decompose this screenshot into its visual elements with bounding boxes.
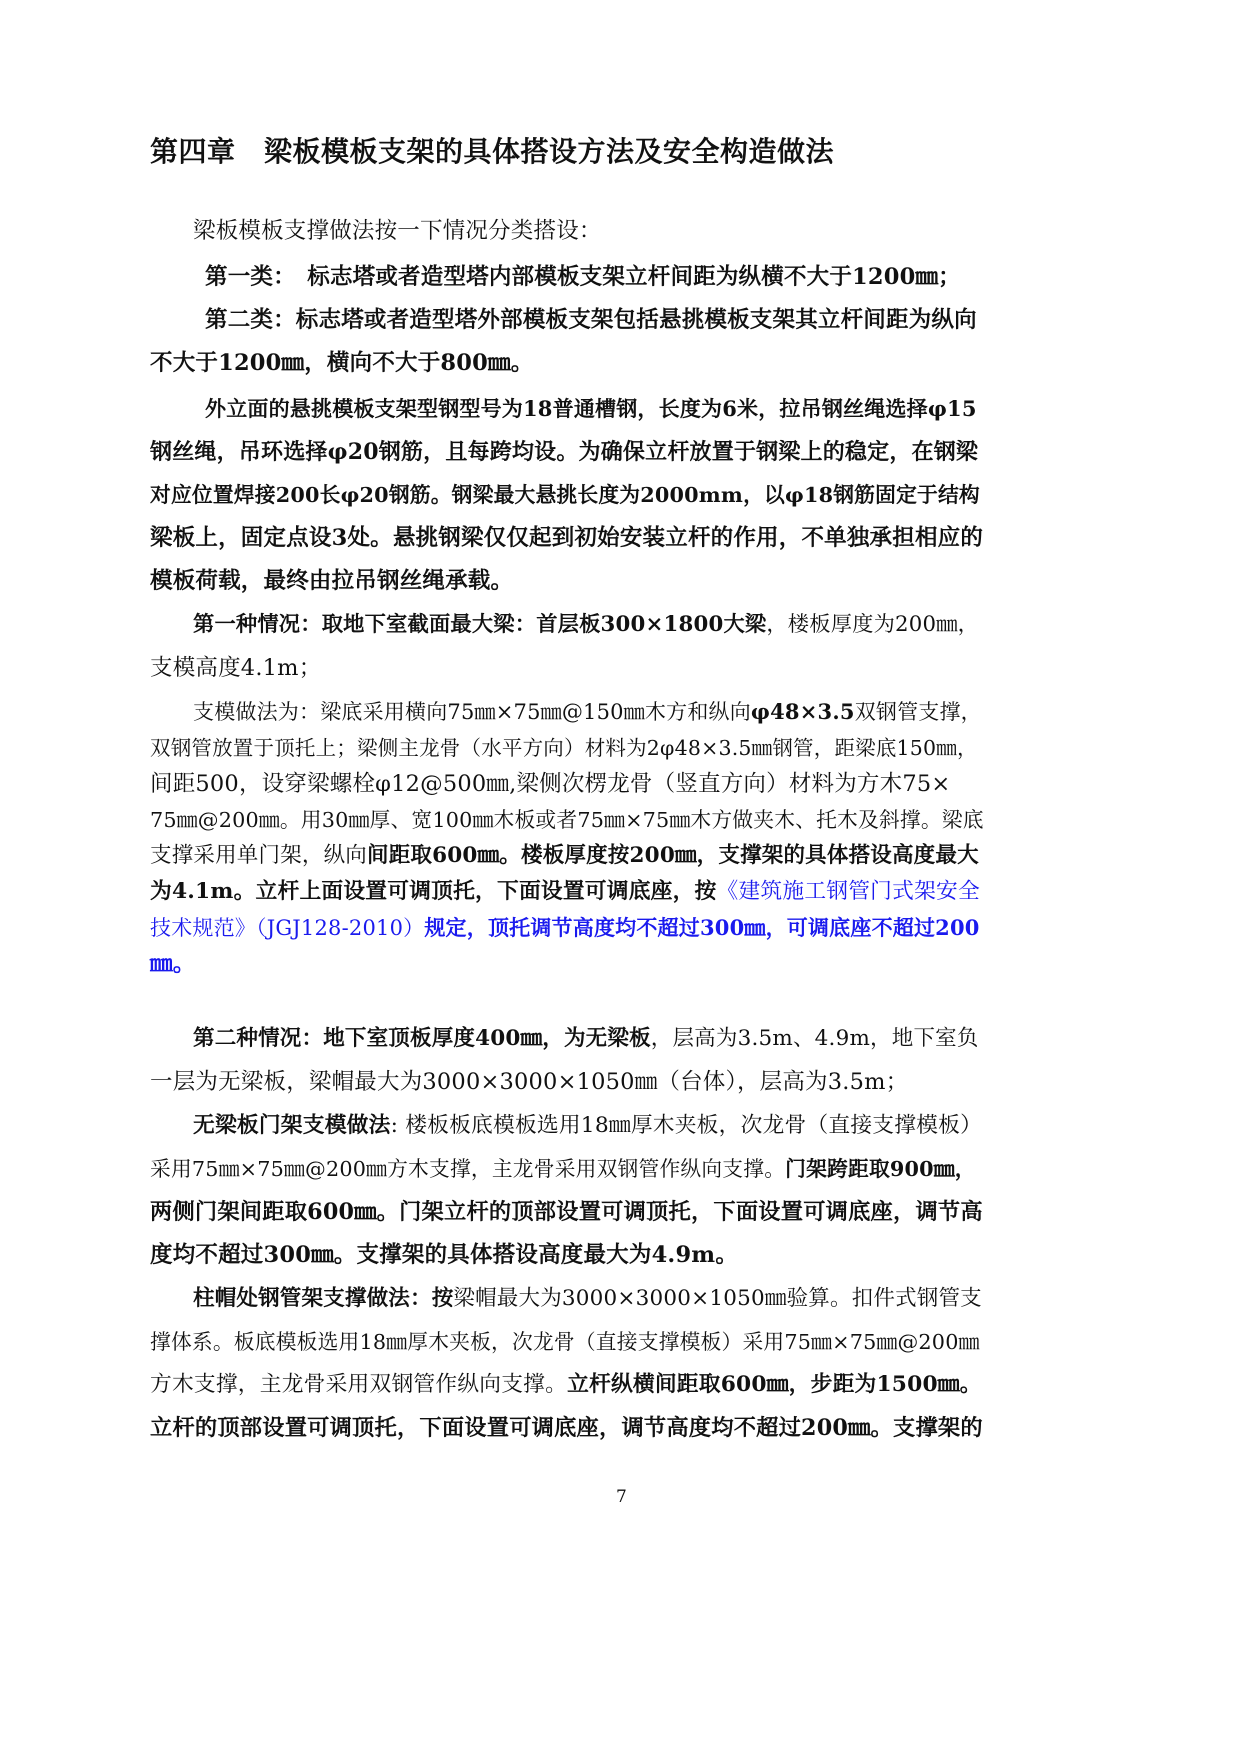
chapter-title: 第四章 梁板模板支架的具体搭设方法及安全构造做法 [150, 135, 835, 168]
category-2-line-2: 不大于1200㎜，横向不大于800㎜。 [150, 350, 534, 376]
method-1-line-1 [193, 697, 982, 727]
method-1-spacing: 间距取600㎜。楼板厚度按200㎜，支撑架的具体搭设高度最大 [367, 843, 979, 868]
case-2-detail: ，层高为3.5m、4.9m，地下室负 [650, 1026, 979, 1051]
method-1-line-4: 75㎜@200㎜。用30㎜厚、宽100㎜木板或者75㎜×75㎜木方做夹木、托木及斜撑。梁底 [150, 808, 984, 832]
standard-reference: 《建筑施工钢管门式架安全 [716, 879, 980, 904]
case-1-heading: 第一种情况：取地下室截面最大梁：首层板300×1800大梁 [193, 612, 767, 637]
flatslab-line-1 [193, 1111, 982, 1141]
method-1-line-6 [150, 877, 980, 907]
flatslab-line-2 [150, 1154, 976, 1184]
cantilever-line-2: 钢丝绳，吊环选择φ20钢筋，且每跨均设。为确保立杆放置于钢梁上的稳定，在钢梁 [150, 439, 979, 465]
capital-line-4: 立杆的顶部设置可调顶托，下面设置可调底座，调节高度均不超过200㎜。支撑架的 [150, 1415, 983, 1441]
flatslab-span: 门架跨距取900㎜， [785, 1157, 976, 1181]
category-1: 第一类： 标志塔或者造型塔内部模板支架立杆间距为纵横不大于1200㎜； [205, 264, 961, 290]
pipe-spec: φ48×3.5 [750, 699, 855, 724]
method-1-line-8: ㎜。 [150, 951, 196, 977]
case-2-line-2: 一层为无梁板，梁帽最大为3000×3000×1050㎜（台体），层高为3.5m； [150, 1069, 909, 1095]
case-1-line-1 [193, 610, 979, 640]
method-1-tail: 双钢管支撑， [854, 700, 982, 724]
method-1-line-7 [150, 913, 980, 943]
method-1-text: 支模做法为：梁底采用横向75㎜×75㎜@150㎜木方和纵向 [193, 700, 751, 724]
method-1-support: 支撑采用单门架，纵向 [150, 843, 368, 868]
intro-paragraph: 梁板模板支撑做法按一下情况分类搭设： [193, 218, 602, 244]
cantilever-line-5: 模板荷载，最终由拉吊钢丝绳承载。 [150, 568, 514, 594]
flatslab-line-3: 两侧门架间距取600㎜。门架立杆的顶部设置可调顶托，下面设置可调底座，调节高 [150, 1199, 983, 1225]
case-1-line-2: 支模高度4.1m； [150, 655, 322, 681]
capital-detail: 梁帽最大为3000×3000×1050㎜验算。扣件式钢管支 [453, 1286, 982, 1311]
method-1-line-5 [150, 841, 979, 871]
flatslab-support: 采用75㎜×75㎜@200㎜方木支撑，主龙骨采用双钢管作纵向支撑。 [150, 1157, 786, 1181]
page-number: 7 [616, 1487, 628, 1507]
capital-heading: 柱帽处钢管架支撑做法：按 [193, 1286, 454, 1311]
flatslab-heading: 无梁板门架支模做法 [193, 1113, 391, 1138]
standard-code: 技术规范》（JGJ128-2010） [150, 916, 425, 940]
capital-line-1 [193, 1284, 982, 1314]
flatslab-detail: : 楼板板底模板选用18㎜厚木夹板，次龙骨（直接支撑模板） [390, 1113, 983, 1138]
case-2-line-1 [193, 1024, 979, 1054]
cantilever-line-1: 外立面的悬挑模板支架型钢型号为18普通槽钢，长度为6米，拉吊钢丝绳选择φ15 [205, 396, 977, 421]
standard-rule: 规定，顶托调节高度均不超过300㎜，可调底座不超过200 [424, 915, 980, 940]
capital-line-3 [150, 1370, 982, 1400]
cantilever-line-3: 对应位置焊接200长φ20钢筋。钢梁最大悬挑长度为2000mm，以φ18钢筋固定于结构 [150, 483, 980, 507]
flatslab-line-4: 度均不超过300㎜。支撑架的具体搭设高度最大为4.9m。 [150, 1242, 739, 1268]
case-2-heading: 第二种情况：地下室顶板厚度400㎜，为无梁板 [193, 1026, 651, 1051]
capital-support: 方木支撑，主龙骨采用双钢管作纵向支撑。 [150, 1372, 568, 1397]
method-1-line-3: 间距500，设穿梁螺栓φ12@500㎜,梁侧次楞龙骨（竖直方向）材料为方木75× [150, 771, 951, 797]
method-1-line-2: 双钢管放置于顶托上；梁侧主龙骨（水平方向）材料为2φ48×3.5㎜钢管，距梁底150㎜， [150, 736, 978, 760]
case-1-detail: ，楼板厚度为200㎜， [766, 612, 980, 637]
capital-spacing: 立杆纵横间距取600㎜，步距为1500㎜。 [567, 1372, 982, 1397]
category-2-line-1: 第二类：标志塔或者造型塔外部模板支架包括悬挑模板支架其立杆间距为纵向 [205, 307, 977, 333]
capital-line-2: 撑体系。板底模板选用18㎜厚木夹板，次龙骨（直接支撑模板）采用75㎜×75㎜@200㎜ [150, 1330, 980, 1354]
cantilever-line-4: 梁板上，固定点设3处。悬挑钢梁仅仅起到初始安装立杆的作用，不单独承担相应的 [150, 525, 984, 551]
method-1-height: 为4.1m。立杆上面设置可调顶托，下面设置可调底座，按 [150, 879, 717, 904]
